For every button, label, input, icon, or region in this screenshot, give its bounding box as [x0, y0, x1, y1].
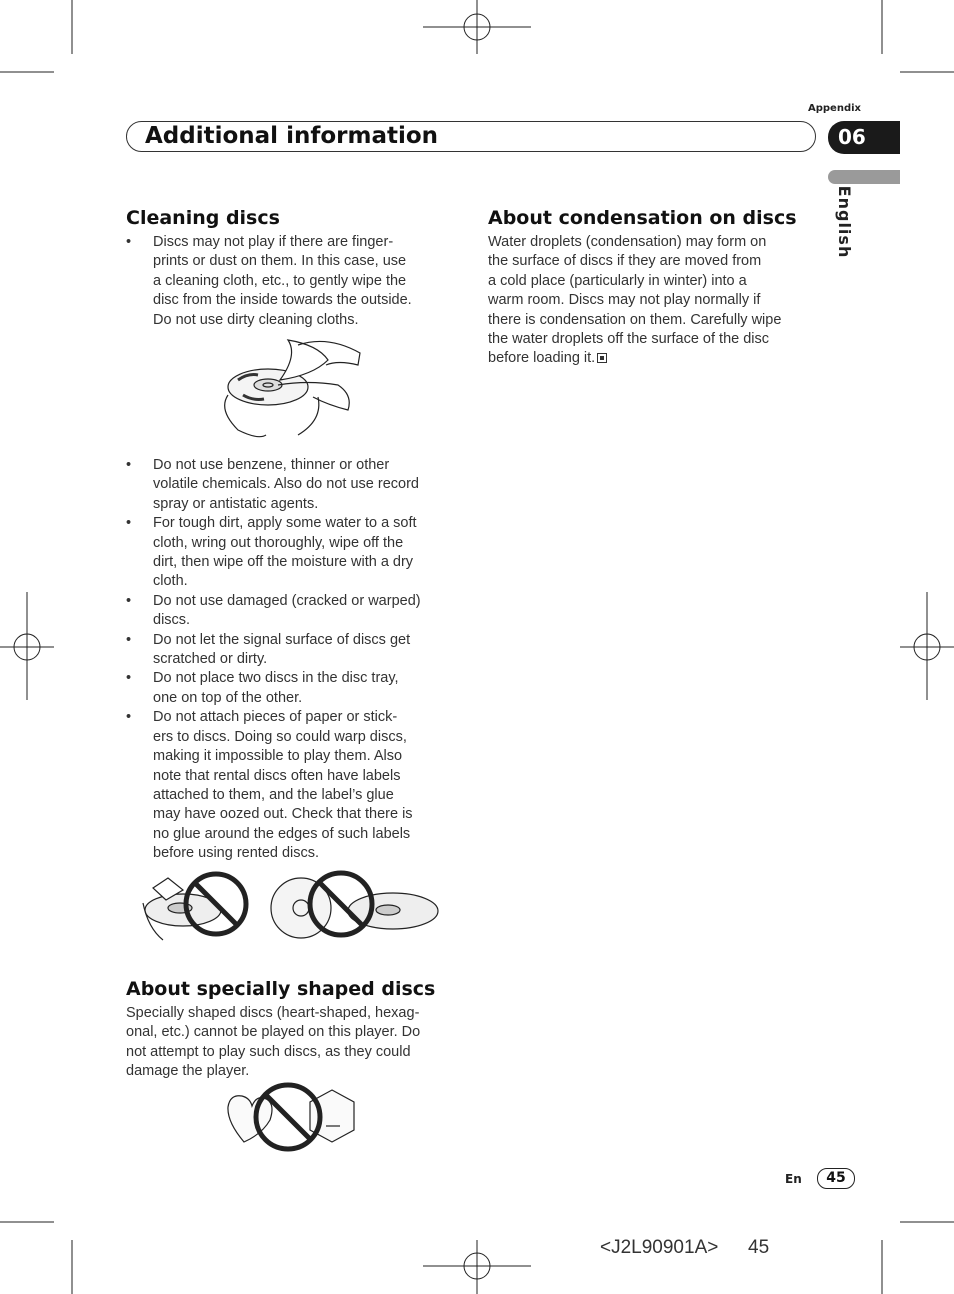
paragraph-line: a cold place (particularly in winter) into a	[488, 272, 747, 289]
list-item: • Discs may not play if there are finger- prints or dust on them. In this case, use a cleaning cloth, etc., to gently wipe the disc from the inside towards the outside. Do not use dirty cleaning cloths.	[126, 233, 461, 330]
list-item: • Do not let the signal surface of discs get scratched or dirty.	[126, 631, 461, 670]
list-item: • Do not use benzene, thinner or other volatile chemicals. Also do not use record spray or antistatic agents.	[126, 456, 461, 514]
bullet-line: making it impossible to play them. Also	[153, 748, 403, 765]
wiping-disc-illustration	[218, 335, 368, 445]
list-item: • Do not attach pieces of paper or stick- ers to discs. Doing so could warp discs, making it impossible to play them. Also note that rental discs often have labels attached to them, and the label’s glue may have oozed out. Check that there is no glue around the edges of such labels before using rented discs.	[126, 708, 461, 863]
section-label: Appendix	[808, 103, 861, 114]
bullet-line: a cleaning cloth, etc., to gently wipe the	[153, 272, 407, 289]
bullet-line: one on top of the other.	[153, 689, 303, 706]
bullet-line: Do not use damaged (cracked or warped)	[153, 592, 421, 609]
end-mark-icon	[597, 353, 607, 363]
bullet-line: may have oozed out. Check that there is	[153, 806, 413, 823]
bullet-line: attached to them, and the label’s glue	[153, 786, 394, 803]
condensation-heading: About condensation on discs	[488, 207, 797, 229]
paragraph-line: Water droplets (condensation) may form on	[488, 234, 767, 250]
bullet-line: For tough dirt, apply some water to a soft	[153, 515, 417, 532]
paragraph-line: the water droplets off the surface of the disc	[488, 331, 770, 348]
page-title: Additional information	[145, 123, 439, 149]
bullet-line: cloth.	[153, 573, 188, 590]
paragraph-line: onal, etc.) cannot be played on this player. Do	[126, 1024, 421, 1041]
condensation-paragraph	[488, 233, 823, 369]
shaped-discs-heading: About specially shaped discs	[126, 978, 436, 1000]
chapter-badge: 06	[828, 121, 900, 154]
bullet-line: prints or dust on them. In this case, use	[153, 253, 407, 270]
paragraph-line: not attempt to play such discs, as they could	[126, 1043, 411, 1060]
paragraph-line: before loading it.	[488, 350, 596, 367]
bullet-line: before using rented discs.	[153, 845, 320, 862]
paragraph-line: there is condensation on them. Carefully wipe	[488, 311, 782, 328]
list-item: • Do not use damaged (cracked or warped) discs.	[126, 592, 461, 631]
bullet-line: Do not place two discs in the disc tray,	[153, 670, 399, 687]
bullet-line: spray or antistatic agents.	[153, 495, 319, 512]
page-number-badge: 45	[817, 1168, 855, 1189]
document-page-number: 45	[748, 1237, 770, 1258]
bullet-line: disc from the inside towards the outside.	[153, 292, 412, 309]
language-tab-bar	[828, 170, 900, 184]
document-code: <J2L90901A>	[600, 1237, 719, 1258]
bullet-line: no glue around the edges of such labels	[153, 825, 411, 842]
bullet-line: Do not use dirty cleaning cloths.	[153, 311, 359, 328]
paragraph-line: damage the player.	[126, 1063, 250, 1080]
bullet-line: volatile chemicals. Also do not use record	[153, 476, 419, 493]
paragraph-line: warm room. Discs may not play normally if	[488, 292, 761, 309]
sticker-disc-prohibited-illustration	[138, 868, 258, 948]
shaped-discs-prohibited-illustration	[222, 1082, 362, 1157]
bullet-line: dirt, then wipe off the moisture with a dry	[153, 554, 414, 571]
stacked-discs-prohibited-illustration	[268, 868, 448, 948]
paragraph-line: Specially shaped discs (heart-shaped, hexag-	[126, 1005, 420, 1021]
bullet-line: Do not attach pieces of paper or stick-	[153, 709, 398, 726]
bullet-line: note that rental discs often have labels	[153, 767, 401, 784]
bullet-line: Discs may not play if there are finger-	[153, 234, 394, 250]
shaped-discs-paragraph	[126, 1004, 466, 1082]
cleaning-bullet-list	[126, 456, 461, 864]
cleaning-intro-list	[126, 233, 461, 330]
language-tab-label: English	[835, 185, 854, 259]
paragraph-line: the surface of discs if they are moved from	[488, 253, 762, 270]
bullet-line: scratched or dirty.	[153, 651, 268, 668]
bullet-line: Do not use benzene, thinner or other	[153, 457, 390, 473]
list-item: • Do not place two discs in the disc tray, one on top of the other.	[126, 669, 461, 708]
cleaning-discs-heading: Cleaning discs	[126, 207, 280, 229]
bullet-line: discs.	[153, 612, 191, 629]
bullet-line: ers to discs. Doing so could warp discs,	[153, 728, 407, 745]
footer-language-code: En	[785, 1172, 802, 1186]
bullet-line: cloth, wring out thoroughly, wipe off the	[153, 534, 404, 551]
bullet-line: Do not let the signal surface of discs get	[153, 631, 411, 648]
list-item: • For tough dirt, apply some water to a soft cloth, wring out thoroughly, wipe off the dirt, then wipe off the moisture with a dry cloth.	[126, 514, 461, 592]
